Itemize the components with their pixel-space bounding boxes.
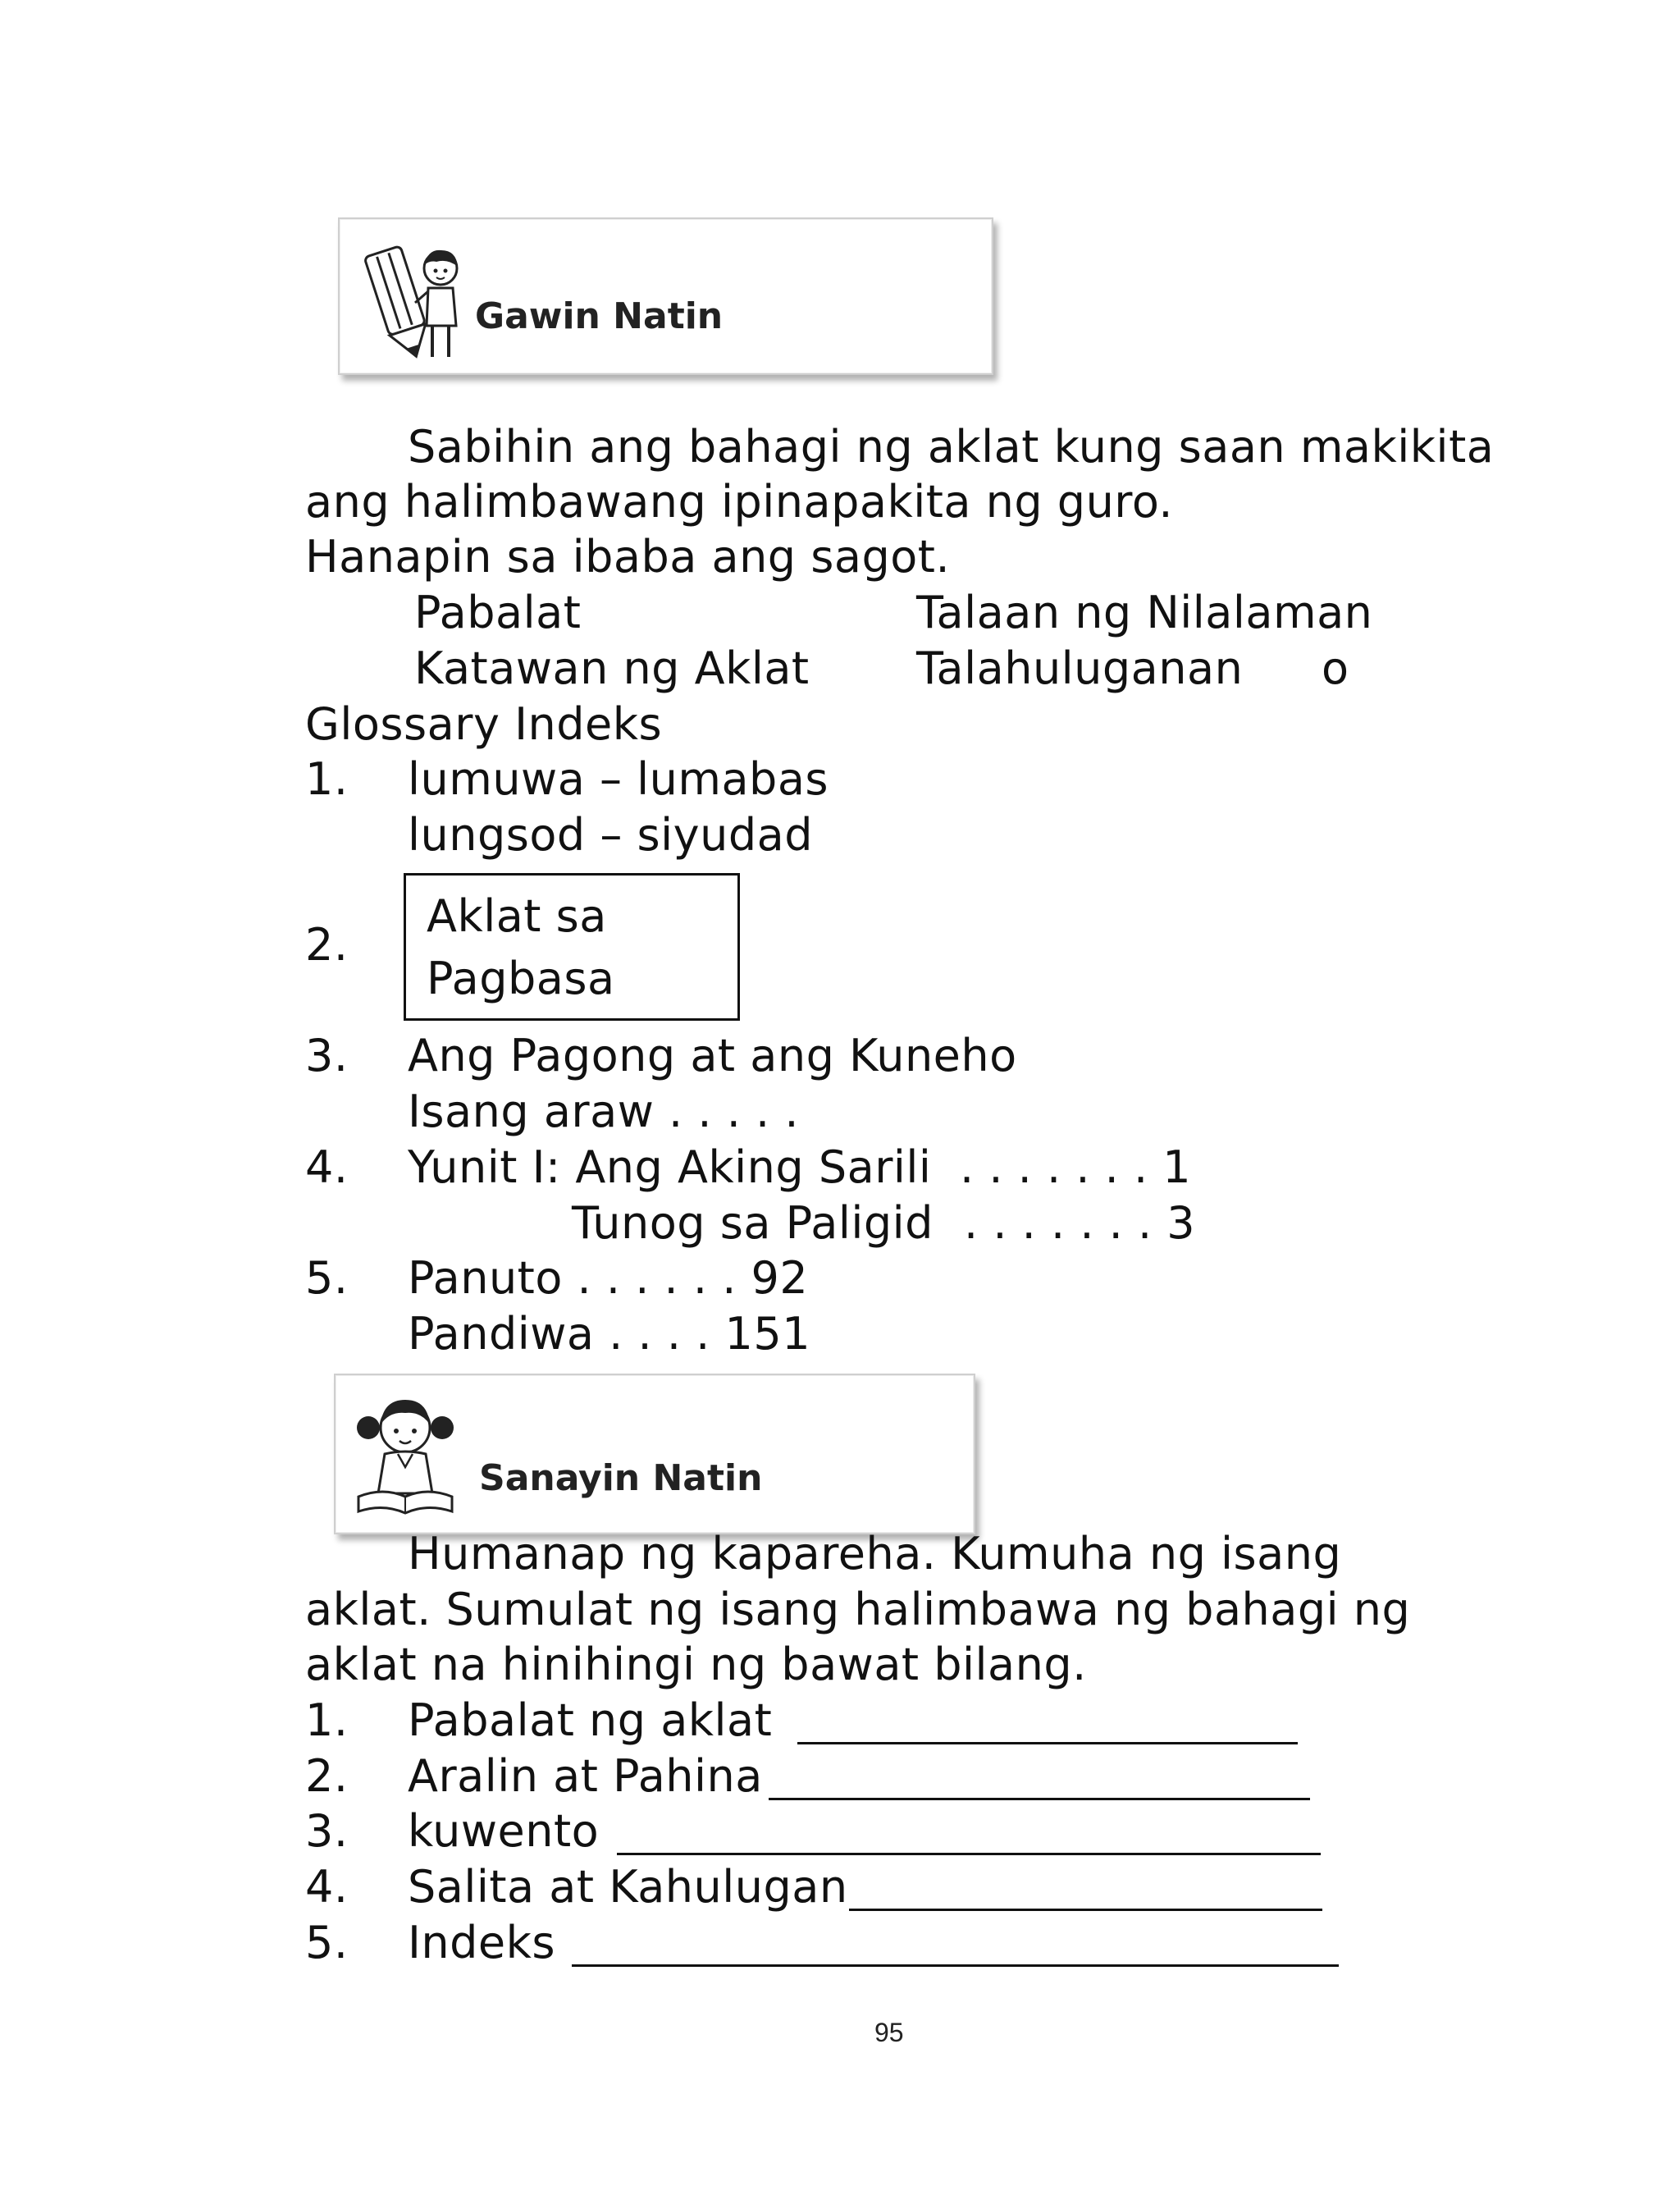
- answer-line[interactable]: [572, 1964, 1339, 1967]
- item-number: 2.: [305, 1750, 349, 1802]
- book-title-box: [404, 873, 740, 1021]
- item-number: 5.: [305, 1917, 349, 1968]
- instruction-line-1: Humanap ng kapareha. Kumuha ng isang: [408, 1528, 1342, 1580]
- item-label: Aralin at Pahina: [408, 1750, 763, 1802]
- answer-line[interactable]: [617, 1853, 1321, 1855]
- banner-title: Gawin Natin: [475, 295, 724, 337]
- gawin-natin-banner: [338, 217, 993, 375]
- instruction-line-2: ang halimbawang ipinapakita ng guro.: [305, 476, 1174, 528]
- item-number: 1.: [305, 753, 349, 805]
- item-4-line-1: Yunit I: Ang Aking Sarili: [408, 1141, 932, 1193]
- choice-o: o: [1322, 642, 1349, 694]
- box-line-2: Pagbasa: [427, 953, 615, 1004]
- page-number: 95: [874, 2018, 904, 2047]
- item-label: Pabalat ng aklat: [408, 1694, 773, 1746]
- answer-line[interactable]: [769, 1798, 1310, 1800]
- banner-title: Sanayin Natin: [479, 1457, 763, 1499]
- girl-reading-book-icon: [350, 1388, 461, 1524]
- item-5-line-1: Panuto . . . . . . 92: [408, 1252, 809, 1304]
- item-1-line-2: lungsod – siyudad: [408, 809, 813, 861]
- item-3-line-2: Isang araw . . . . .: [408, 1086, 800, 1137]
- boy-with-pencil-icon: [363, 234, 473, 365]
- box-line-1: Aklat sa: [427, 890, 607, 942]
- instruction-line-3: Hanapin sa ibaba ang sagot.: [305, 531, 951, 583]
- item-number: 2.: [305, 919, 349, 971]
- item-4-line-2: Tunog sa Paligid: [572, 1197, 934, 1249]
- choice-glossary-indeks: Glossary Indeks: [305, 698, 663, 750]
- sanayin-natin-banner: [334, 1374, 975, 1534]
- item-4-dots-1: . . . . . . . 1: [960, 1141, 1192, 1193]
- item-number: 4.: [305, 1861, 349, 1913]
- choice-katawan-ng-aklat: Katawan ng Aklat: [414, 642, 810, 694]
- answer-line[interactable]: [849, 1909, 1322, 1911]
- instruction-line-3: aklat na hinihingi ng bawat bilang.: [305, 1639, 1087, 1690]
- instruction-line-2: aklat. Sumulat ng isang halimbawa ng bahagi ng: [305, 1584, 1411, 1635]
- item-number: 4.: [305, 1141, 349, 1193]
- item-4-dots-2: . . . . . . . 3: [964, 1197, 1196, 1249]
- item-number: 3.: [305, 1805, 349, 1857]
- instruction-line-1: Sabihin ang bahagi ng aklat kung saan makikita: [408, 421, 1495, 473]
- choice-talahuluganan: Talahuluganan: [916, 642, 1244, 694]
- item-1-line-1: lumuwa – lumabas: [408, 753, 829, 805]
- item-5-line-2: Pandiwa . . . . 151: [408, 1308, 811, 1360]
- item-number: 1.: [305, 1694, 349, 1746]
- choice-talaan-ng-nilalaman: Talaan ng Nilalaman: [916, 587, 1373, 638]
- item-3-line-1: Ang Pagong at ang Kuneho: [408, 1030, 1017, 1081]
- item-label: Salita at Kahulugan: [408, 1861, 848, 1913]
- answer-line[interactable]: [797, 1742, 1298, 1744]
- item-number: 3.: [305, 1030, 349, 1081]
- choice-pabalat: Pabalat: [414, 587, 582, 638]
- item-number: 5.: [305, 1252, 349, 1304]
- item-label: kuwento: [408, 1805, 600, 1857]
- item-label: Indeks: [408, 1917, 556, 1968]
